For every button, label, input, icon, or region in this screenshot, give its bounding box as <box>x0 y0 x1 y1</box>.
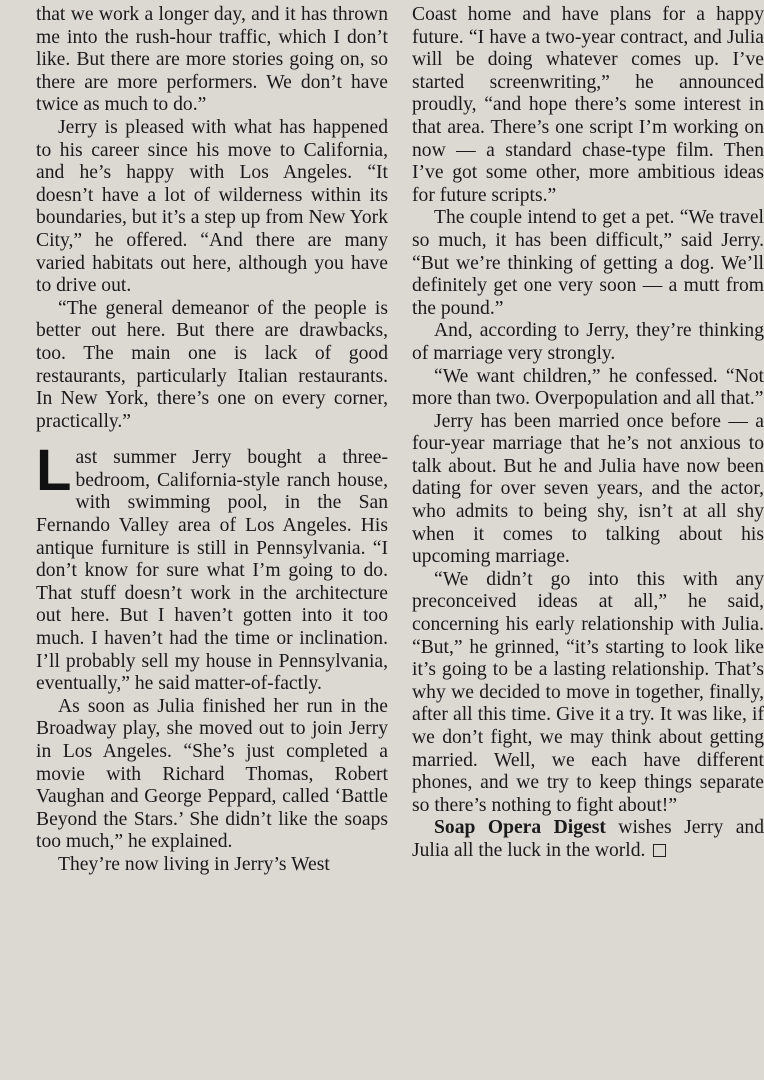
paragraph: “The general demeanor of the people is better out here. But there are drawbacks, too. The main one is lack of good restaurants, particularly Italian restaurants. In New York, there’s one on every corner, practically.” <box>36 297 388 432</box>
paragraph-text: wishes Jerry and Julia all the luck in the world. <box>412 817 764 861</box>
right-column <box>412 4 764 863</box>
paragraph: Jerry has been married once before — a four-year marriage that he’s not anxious to talk about. But he and Julia have now been dating for over seven years, and the actor, who admits to being shy, isn’t at all shy when it comes to talking about his upcoming marriage. <box>412 410 764 568</box>
publication-name: Soap Opera Digest <box>434 817 606 839</box>
paragraph-text: ast summer Jerry bought a three-bedroom, California-style ranch house, with swimming pool, in the San Fernando Valley area of Los Angeles. His antique furniture is still in Pennsylvania. “I don’t know for sure what I’m going to do. That stuff doesn’t work in the architecture out here. But I haven’t gotten into it too much. I haven’t had the time or inclination. I’ll probably sell my house in Pennsylvania, eventually,” he said matter-of-factly. <box>36 447 388 695</box>
closing-paragraph <box>412 817 764 862</box>
paragraph: “We want children,” he confessed. “Not more than two. Overpopulation and all that.” <box>412 365 764 410</box>
paragraph: And, according to Jerry, they’re thinking of marriage very strongly. <box>412 320 764 364</box>
paragraph: Coast home and have plans for a happy future. “I have a two-year contract, and Julia will be doing whatever comes up. I’ve started screenwriting,” he announced proudly, “and hope there’s some interest in that area. There’s one script I’m working on now — a standard chase-type film. Then I’ve got some other, more ambitious ideas for future scripts.” <box>412 4 764 206</box>
paragraph: They’re now living in Jerry’s West <box>58 853 330 875</box>
paragraph: As soon as Julia finished her run in the Broadway play, she moved out to join Jerry in Los Angeles. “She’s just completed a movie with Richard Thomas, Robert Vaughan and George Peppard, called ‘Battle Beyond the Stars.’ She didn’t like the soaps too much,” he explained. <box>36 695 388 853</box>
paragraph: that we work a longer day, and it has thrown me into the rush-hour traffic, which I don’t like. But there are more stories going on, so there are more performers. We don’t have twice as much to do.” <box>36 4 388 116</box>
paragraph: Jerry is pleased with what has happened to his career since his move to California, and he’s happy with Los Angeles. “It doesn’t have a lot of wilderness within its boundaries, but it’s a step up from New York City,” he offered. “And there are many varied habitats out here, although you have to drive out. <box>36 116 388 297</box>
end-of-article-icon <box>653 844 666 857</box>
paragraph: The couple intend to get a pet. “We travel so much, it has been difficult,” said Jerry. “But we’re thinking of getting a dog. We’ll definitely get one very soon — a mutt from the pound.” <box>412 207 764 319</box>
drop-cap: L <box>36 438 72 504</box>
paragraph: “We didn’t go into this with any preconceived ideas at all,” he said, concerning his early relationship with Julia. “But,” he grinned, “it’s starting to look like it’s going to be a lasting relationship. That’s why we decided to move in together, finally, after all this time. Give it a try. It was like, if we don’t fight, we may think about getting married. Well, we each have different phones, and we try to keep things separate so there’s nothing to fight about!” <box>412 568 764 816</box>
